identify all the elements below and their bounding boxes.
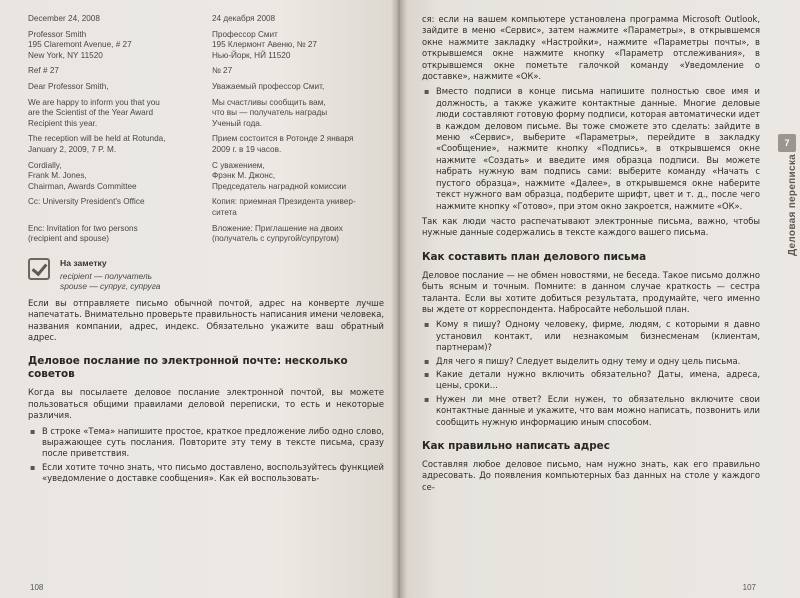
letter-line: Профессор Смит — [212, 29, 278, 39]
letter-russian-cell — [206, 161, 384, 198]
letter-line: Ученый года. — [212, 118, 263, 128]
paragraph-outlook-instructions: ся: если на вашем компьютере установлена программа Microsoft Outlook, зайдите в меню «Сервис», затем нажмите «Параметры», в открывшемся окне нажмите закладку «Настройки», нажмите «Параметры почты», в открывшемся окне нажмите кнопку «Параметр отслеживания», в открывшемся окне пометьте галочкой команду «Уведомление о доставке», нажмите «ОК». — [422, 14, 760, 82]
letter-english-cell — [28, 224, 206, 250]
book-gutter-shadow — [391, 0, 407, 598]
letter-line: Уважаемый профессор Смит, — [212, 81, 325, 91]
left-page — [0, 0, 398, 598]
table-row — [28, 197, 384, 223]
paragraph-email-intro: Когда вы посылаете деловое послание электронной почтой, вы можете пользоваться общими правилами деловой переписки, то есть и некоторые различия. — [28, 387, 384, 421]
list-item: ▪ Для чего я пишу? Следует выделить одну тему и одну цель письма. — [422, 356, 760, 367]
letter-line: № 27 — [212, 66, 233, 76]
paragraph-address: Составляя любое деловое письмо, нам нужно знать, как его правильно адресовать. До появления компьютерных баз данных на столе у каждого се- — [422, 459, 760, 492]
heading-address: Как правильно написать адрес — [422, 440, 610, 452]
letter-russian-cell — [206, 66, 384, 82]
letter-line: Cc: University President's Office — [28, 197, 145, 207]
list-item: ▪ Кому я пишу? Одному человеку, фирме, людям, с которыми я давно установил контакт, или незнакомым бизнесменам (клиентам, партнерам)? — [422, 319, 760, 353]
letter-line: Ref # 27 — [28, 66, 59, 76]
page-number-right: 107 — [742, 583, 756, 592]
letter-english-cell — [28, 82, 206, 98]
letter-line: 2009 г. в 19 часов. — [212, 144, 282, 154]
letter-english-cell — [28, 98, 206, 135]
list-item: ▪ В строке «Тема» напишите простое, краткое предложение либо одно слово, выражающее суть послания. Повторите эту тему в тексте письма, сразу после приветствия. — [28, 426, 384, 460]
letter-example-table — [28, 14, 384, 250]
table-row — [28, 98, 384, 135]
letter-line: Cordially, — [28, 160, 62, 170]
letter-russian-cell — [206, 197, 384, 223]
note-box — [28, 258, 384, 292]
heading-email-tips: Деловое послание по электронной почте: несколько советов — [28, 355, 348, 381]
letter-russian-cell — [206, 30, 384, 67]
letter-line: Нью-Йорк, НЙ 11520 — [212, 50, 291, 60]
chapter-title: Деловая переписка — [787, 154, 798, 257]
letter-line: Recipient this year. — [28, 118, 98, 128]
letter-english-cell — [28, 161, 206, 198]
paragraph-print-note: Так как люди часто распечатывают электронные письма, важно, чтобы нужные данные содержались в тексте каждого вашего письма. — [422, 215, 760, 238]
letter-line: (получатель с супругой/супругом) — [212, 234, 339, 244]
paragraph-letter-plan: Деловое послание — не обмен новостями, не беседа. Такое письмо должно быть ясным и точным. Помните: в данном случае краткость — сестра таланта. Если вы хотите добиться результата, продумайте, чего именно вы ждете от корреспондента. Набросайте небольшой план. — [422, 269, 760, 314]
email-tips-list — [28, 426, 384, 485]
chapter-side-tab — [776, 138, 798, 315]
letter-line: The reception will be held at Rotunda, — [28, 134, 166, 144]
page-number-left: 108 — [30, 583, 44, 592]
table-row — [28, 161, 384, 198]
paragraph-envelope: Если вы отправляете письмо обычной почтой, адрес на конверте лучше напечатать. Внимательно проверьте правильность написания имени человека, названия компании, адрес, индекс. Обязательно укажите ваш обратный адрес. — [28, 297, 384, 342]
table-row — [28, 66, 384, 82]
letter-line: 195 Claremont Avenue, # 27 — [28, 40, 132, 50]
list-item: ▪ Вместо подписи в конце письма напишите полностью свое имя и должность, а также укажите контактные данные. Многие деловые люди составляют готовую форму подписи, которая автоматически идет в каждом деловом письме. Вы тоже сможете это сделать: зайдите в меню «Сервис», выберите «Параметры», перейдите в закладку «Сообщение», нажмите кнопку «Подпись», в открывшемся окне нажмите «Создать» и введите имя образца подписи. Вы можете набрать нужную вам подпись сами: выберите команду «Начать с пустого образца», нажмите «Далее», в открывшемся окне наберите текст нужного вам образца, подберите шрифт, цвет и т. д., после чего нажмите кнопку «Готово», при этом окно закроется, нажмите «ОК». — [422, 86, 760, 211]
letter-line: (recipient and spouse) — [28, 234, 110, 244]
letter-line: Мы счастливы сообщить вам, — [212, 97, 326, 107]
letter-russian-cell — [206, 82, 384, 98]
table-row — [28, 82, 384, 98]
checkmark-icon — [28, 258, 50, 280]
letter-line: Фрэнк М. Джонс, — [212, 171, 276, 181]
letter-line: Dear Professor Smith, — [28, 81, 109, 91]
table-row — [28, 134, 384, 160]
letter-line: Прием состоится в Ротонде 2 января — [212, 134, 354, 144]
letter-russian-cell — [206, 134, 384, 160]
letter-english-cell — [28, 14, 206, 30]
letter-line: что вы — получатель награды — [212, 108, 328, 118]
letter-line: December 24, 2008 — [28, 14, 100, 23]
letter-line: С уважением, — [212, 160, 265, 170]
letter-line: Enc: Invitation for two persons — [28, 223, 138, 233]
list-item: ▪ Какие детали нужно включить обязательно? Даты, имена, адреса, цены, сроки... — [422, 369, 760, 392]
signature-tip-list — [422, 86, 760, 211]
letter-line: Копия: приемная Президента универ- — [212, 197, 356, 207]
letter-english-cell — [28, 66, 206, 82]
letter-line: are the Scientist of the Year Award — [28, 108, 154, 118]
letter-line: Professor Smith — [28, 29, 87, 39]
letter-english-cell — [28, 134, 206, 160]
letter-line: Вложение: Приглашение на двоих — [212, 223, 343, 233]
letter-line: Frank M. Jones, — [28, 171, 87, 181]
letter-line: 195 Клермонт Авеню, № 27 — [212, 40, 317, 50]
letter-line: We are happy to inform you that you — [28, 97, 160, 107]
letter-russian-cell — [206, 98, 384, 135]
list-item: ▪ Если хотите точно знать, что письмо доставлено, воспользуйтесь функцией «уведомление о доставке сообщения». Как ей воспользовать- — [28, 462, 384, 485]
plan-questions-list — [422, 319, 760, 428]
note-line-recipient: recipient — получатель — [60, 270, 153, 281]
letter-line: New York, NY 11520 — [28, 50, 103, 60]
list-item: ▪ Нужен ли мне ответ? Если нужен, то обязательно включите свои контактные данные и укажите, что вам можно написать, позвонить или сообщить нужную информацию иным способом. — [422, 394, 760, 428]
table-row — [28, 14, 384, 30]
table-row — [28, 30, 384, 67]
letter-line: Chairman, Awards Committee — [28, 181, 137, 191]
letter-russian-cell — [206, 14, 384, 30]
letter-line: January 2, 2009, 7 P. M. — [28, 144, 117, 154]
letter-english-cell — [28, 197, 206, 223]
note-title: На заметку — [60, 257, 107, 268]
note-line-spouse: spouse — супруг, супруга — [60, 281, 161, 292]
table-row — [28, 224, 384, 250]
right-page — [400, 0, 800, 598]
letter-russian-cell — [206, 224, 384, 250]
letter-line: 24 декабря 2008 — [212, 14, 276, 23]
letter-english-cell — [28, 30, 206, 67]
chapter-number: 7 — [778, 134, 796, 152]
heading-letter-plan: Как составить план делового письма — [422, 250, 647, 263]
letter-line: Председатель наградной комиссии — [212, 181, 347, 191]
letter-line: ситета — [212, 207, 237, 217]
